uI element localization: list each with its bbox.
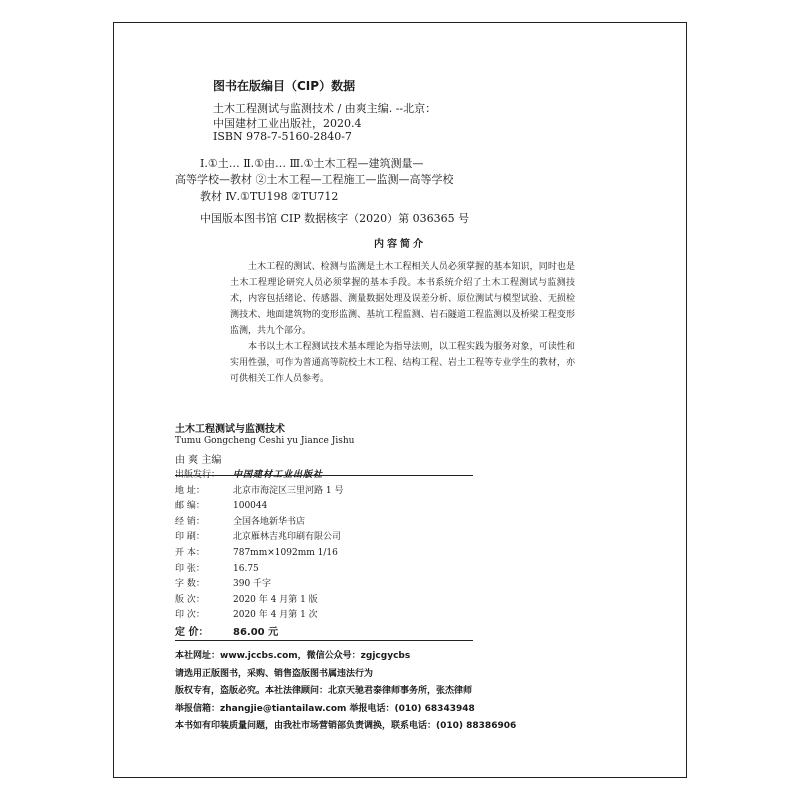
imprint-label: 地 址：	[175, 485, 205, 496]
imprint-row	[175, 561, 259, 574]
imprint-value: 86.00 元	[233, 627, 279, 638]
footer-line: 本社网址：www.jccbs.com，微信公众号：zgjcgycbs	[175, 651, 411, 661]
imprint-row	[175, 529, 341, 542]
imprint-label: 印 刷：	[175, 532, 205, 543]
intro-title: 内容简介	[374, 239, 426, 250]
imprint-label: 字 数：	[175, 579, 205, 590]
imprint-rule	[175, 475, 473, 476]
footer-line: 举报信箱：zhangjie@tiantailaw.com 举报电话：(010) 68343948	[175, 703, 475, 714]
imprint-row	[175, 623, 278, 638]
imprint-value: 北京市海淀区三里河路 1 号	[233, 485, 344, 496]
cip-line-2: 中国建材工业出版社，2020.4	[213, 117, 362, 130]
imprint-label: 出版发行：	[175, 470, 221, 480]
imprint-row	[175, 467, 323, 480]
imprint-row	[175, 592, 318, 605]
imprint-label: 定 价：	[175, 627, 209, 638]
imprint-row	[175, 514, 305, 527]
imprint-label: 版 次：	[175, 594, 205, 605]
imprint-value: 787mm×1092mm 1/16	[233, 548, 338, 558]
imprint-row	[175, 498, 267, 511]
publisher-logo: 中国建材工业出版社	[233, 470, 324, 480]
imprint-value: 16.75	[233, 563, 259, 574]
intro-paragraph-1: 土木工程的测试、检测与监测是土木工程相关人员必须掌握的基本知识，同时也是土木工程理论研究人员必须掌握的基本手段。本书系统介绍了土木工程测试与监测技术，内容包括绪论、传感器、测量数据处理及误差分析、原位测试与模型试验、无损检测技术、地面建筑物的变形监测、基坑工程监测、岩石隧道工程监测以及桥梁工程变形监测，共九个部分。	[230, 262, 575, 336]
cip-classification-2: 高等学校—教材 ②土木工程—工程施工—监测—高等学校	[175, 173, 454, 186]
book-pinyin-title: Tumu Gongcheng Ceshi yu Jiance Jishu	[175, 436, 355, 446]
cip-number: 中国版本图书馆 CIP 数据核字（2020）第 036365 号	[200, 212, 470, 225]
cip-isbn: ISBN 978-7-5160-2840-7	[213, 130, 352, 143]
cip-line-1: 土木工程测试与监测技术 / 由爽主编. --北京：	[213, 102, 437, 115]
cip-classification-3: 教材 Ⅳ.①TU198 ②TU712	[200, 190, 339, 203]
imprint-row	[175, 607, 318, 620]
imprint-row	[175, 483, 343, 496]
footer-line: 版权专有，盗版必究。本社法律顾问：北京天驰君泰律师事务所，张杰律师	[175, 686, 473, 696]
footer-line: 请选用正版图书，采购、销售盗版图书属违法行为	[175, 668, 374, 679]
imprint-value: 2020 年 4 月第 1 版	[233, 594, 318, 605]
footer-line: 本书如有印装质量问题，由我社市场营销部负责调换，联系电话：(010) 88386906	[175, 721, 517, 731]
imprint-value: 2020 年 4 月第 1 次	[233, 610, 318, 621]
imprint-label: 经 销：	[175, 516, 205, 527]
imprint-value: 100044	[233, 501, 268, 512]
cip-classification-1: Ⅰ.①土… Ⅱ.①由… Ⅲ.①土木工程—建筑测量—	[200, 157, 424, 170]
imprint-label: 印 次：	[175, 610, 205, 621]
footer-rule	[175, 640, 473, 641]
imprint-row	[175, 545, 338, 558]
book-editor: 由 爽 主编	[175, 455, 222, 466]
imprint-label: 开 本：	[175, 548, 205, 558]
imprint-value: 北京雁林吉兆印刷有限公司	[233, 532, 342, 543]
book-title: 土木工程测试与监测技术	[175, 424, 285, 435]
cip-title: 图书在版编目（CIP）数据	[213, 79, 356, 93]
imprint-value: 390 千字	[233, 579, 272, 590]
imprint-label: 邮 编：	[175, 501, 205, 512]
imprint-row	[175, 576, 271, 589]
intro-paragraph-2: 本书以土木工程测试技术基本理论为指导法则，以工程实践为服务对象，可读性和实用性强，可作为普通高等院校土木工程、结构工程、岩土工程等专业学生的教材，亦可供相关工作人员参考。	[230, 342, 575, 384]
imprint-value: 全国各地新华书店	[233, 516, 306, 527]
imprint-label: 印 张：	[175, 563, 205, 574]
